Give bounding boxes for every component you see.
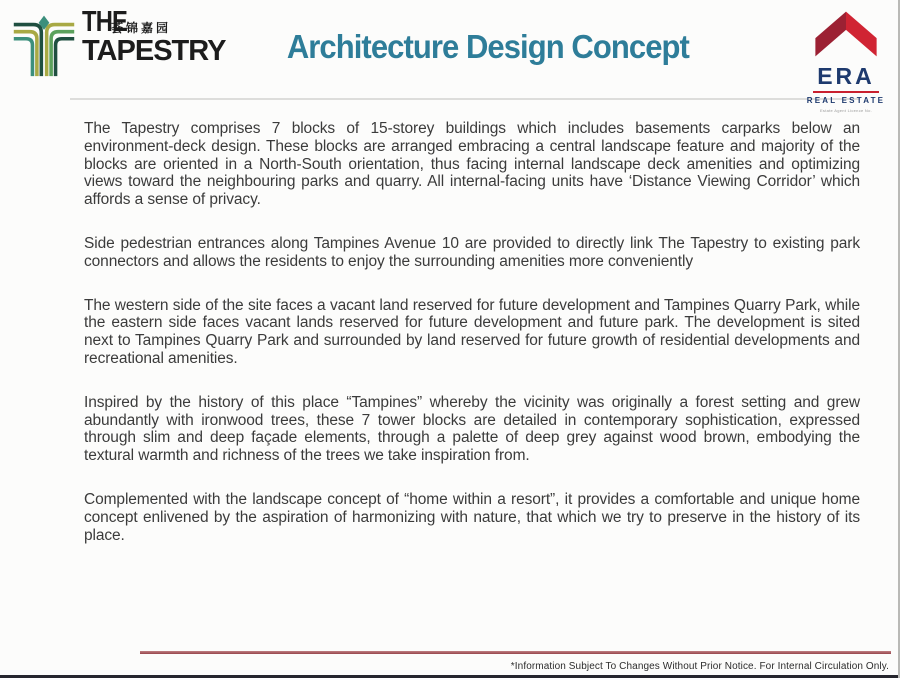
paragraph-site-surroundings: The western side of the site faces a vacant land reserved for future development and Tampines Quarry Park, while the eastern side faces vacant lands reserved for future development and future park. The development is sited next to Tampines Quarry Park and surrounded by land reserved for future growth of residential developments and recreational amenities. <box>84 296 860 367</box>
page-title: Architecture Design Concept <box>286 28 690 65</box>
footer-divider-line <box>140 651 891 654</box>
paragraph-overview: The Tapestry comprises 7 blocks of 15-storey buildings which includes basements carparks below an environment-deck design. These blocks are arranged embracing a central landscape feature and majority of the blocks are oriented in a North-South orientation, thus facing internal landscape deck amenities and optimizing views toward the neighbouring parks and quarry. All internal-facing units have ‘Distance Viewing Corridor’ which affords a sense of privacy. <box>84 120 860 209</box>
slide-body <box>0 100 898 544</box>
tapestry-logo-text <box>82 8 225 66</box>
paragraph-design-inspiration: Inspired by the history of this place “Tampines” whereby the vicinity was originally a forest setting and grew abundantly with ironwood trees, these 7 tower blocks are detailed in contemporary sophistication, expressed through slim and deep façade elements, through a palette of deep grey against wood brown, embodying the textural warmth and richness of the trees we take inspiration from. <box>84 393 860 465</box>
era-subtitle: REAL ESTATE <box>806 96 886 105</box>
header <box>0 0 898 113</box>
tapestry-logo <box>12 8 248 83</box>
tapestry-logo-icon <box>12 12 76 83</box>
brand-name-line2: TAPESTRY <box>82 35 226 67</box>
brand-name-line1: THE <box>82 6 128 38</box>
title-container <box>248 28 802 66</box>
era-logo <box>802 8 890 113</box>
era-name: ERA <box>817 63 875 89</box>
era-red-bar <box>813 91 879 93</box>
paragraph-landscape-concept: Complemented with the landscape concept of “home within a resort”, it provides a comfortable and unique home concept enlivened by the aspiration of harmonizing with nature, that which we try to preserve in the history of its place. <box>84 490 860 544</box>
paragraph-pedestrian-entrances: Side pedestrian entrances along Tampines Avenue 10 are provided to directly link The Tapestry to existing park connectors and allows the residents to enjoy the surrounding amenities more conveniently <box>84 234 860 270</box>
brand-chinese-name: 荟锦嘉园 <box>111 21 172 35</box>
footer-disclaimer: *Information Subject To Changes Without Prior Notice. For Internal Circulation Only. <box>510 661 889 672</box>
era-house-icon <box>808 45 884 62</box>
era-license-text: Estate Agent Licence No. <box>819 108 873 113</box>
